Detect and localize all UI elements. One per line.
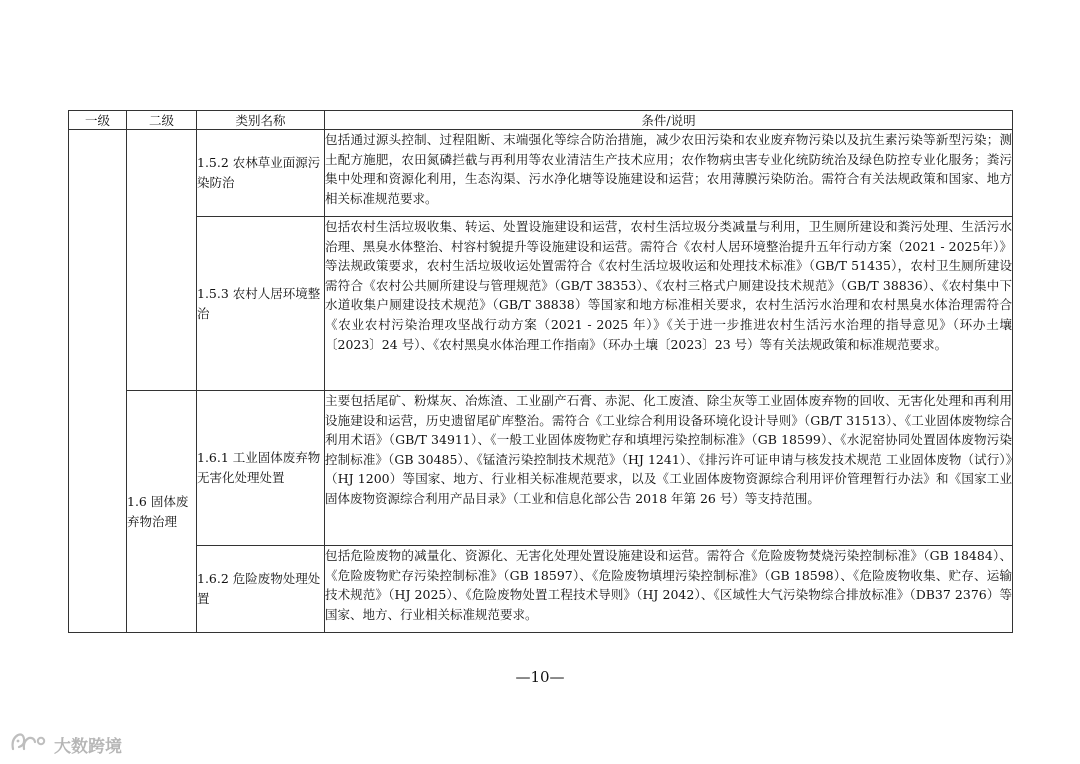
table-row [69,217,1013,391]
level1-cell [69,130,127,633]
table-header-row [69,111,1013,130]
table-row [69,130,1013,217]
classification-table [68,110,1013,633]
level2-cell [127,130,197,391]
condition-text: 主要包括尾矿、粉煤灰、冶炼渣、工业副产石膏、赤泥、化工废渣、除尘灰等工业固体废弃物的回收、无害化处理和再利用设施建设和运营，历史遗留尾矿库整治。需符合《工业综合利用设备环境化设计导则》（GB/T 31513）、《工业固体废物综合利用术语》（GB/T 34911）、《一般工业固体废物贮存和填埋污染控制标准》（GB 18599）、《水泥窑协同处置固体废物污染控制标准》（GB 30485）、《锰渣污染控制技术规范》（HJ 1241）、《排污许可证申请与核发技术规范 工业固体废物（试行）》（HJ 1200）等国家、地方、行业相关标准规范要求，以及《工业固体废物资源综合利用评价管理暂行办法》和《国家工业固体废物资源综合利用产品目录》（工业和信息化部公告 2018 年第 26 号）等支持范围。 [325,391,1013,546]
header-level2: 二级 [127,111,197,130]
header-level1: 一级 [69,111,127,130]
category-name: 1.6.2 危险废物处理处置 [197,546,325,633]
header-category: 类别名称 [197,111,325,130]
level2-cell: 1.6 固体废弃物治理 [127,391,197,633]
watermark-text: 大数跨境 [54,736,122,757]
page-number: —10— [515,668,565,686]
logo-icon [10,729,50,759]
condition-text: 包括农村生活垃圾收集、转运、处置设施建设和运营，农村生活垃圾分类减量与利用，卫生厕所建设和粪污处理、生活污水治理、黑臭水体整治、村容村貌提升等设施建设和运营。需符合《农村人居环境整治提升五年行动方案（2021 - 2025年）》等法规政策要求，农村生活垃圾收运处置需符合《农村生活垃圾收运和处理技术标准》（GB/T 51435），农村卫生厕所建设需符合《农村公共厕所建设与管理规范》（GB/T 38353）、《农村三格式户厕建设技术规范》（GB/T 38836）、《农村集中下水道收集户厕建设技术规范》（GB/T 38838）等国家和地方标准相关要求，农村生活污水治理和农村黑臭水体治理需符合《农业农村污染治理攻坚战行动方案（2021 - 2025 年）》《关于进一步推进农村生活污水治理的指导意见》（环办土壤〔2023〕24 号）、《农村黑臭水体治理工作指南》（环办土壤〔2023〕23 号）等有关法规政策和标准规范要求。 [325,217,1013,391]
category-name: 1.6.1 工业固体废弃物无害化处理处置 [197,391,325,546]
condition-text: 包括危险废物的减量化、资源化、无害化处理处置设施建设和运营。需符合《危险废物焚烧污染控制标准》（GB 18484）、《危险废物贮存污染控制标准》（GB 18597）、《危险废物填埋污染控制标准》（GB 18598）、《危险废物收集、贮存、运输技术规范》（HJ 2025）、《危险废物处置工程技术导则》（HJ 2042）、《区域性大气污染物综合排放标准》（DB37 2376）等国家、地方、行业相关标准规范要求。 [325,546,1013,633]
table-row [69,391,1013,546]
table-row [69,546,1013,633]
condition-text: 包括通过源头控制、过程阻断、末端强化等综合防治措施，减少农田污染和农业废弃物污染以及抗生素污染等新型污染；测土配方施肥，农田氮磷拦截与再利用等农业清洁生产技术应用；农作物病虫害专业化统防统治及绿色防控专业化服务；粪污集中处理和资源化利用，生态沟渠、污水净化塘等设施建设和运营；农用薄膜污染防治。需符合有关法规政策和国家、地方相关标准规范要求。 [325,130,1013,217]
category-name: 1.5.3 农村人居环境整治 [197,217,325,391]
watermark [10,730,122,758]
header-conditions: 条件/说明 [325,111,1013,130]
category-name: 1.5.2 农林草业面源污染防治 [197,130,325,217]
